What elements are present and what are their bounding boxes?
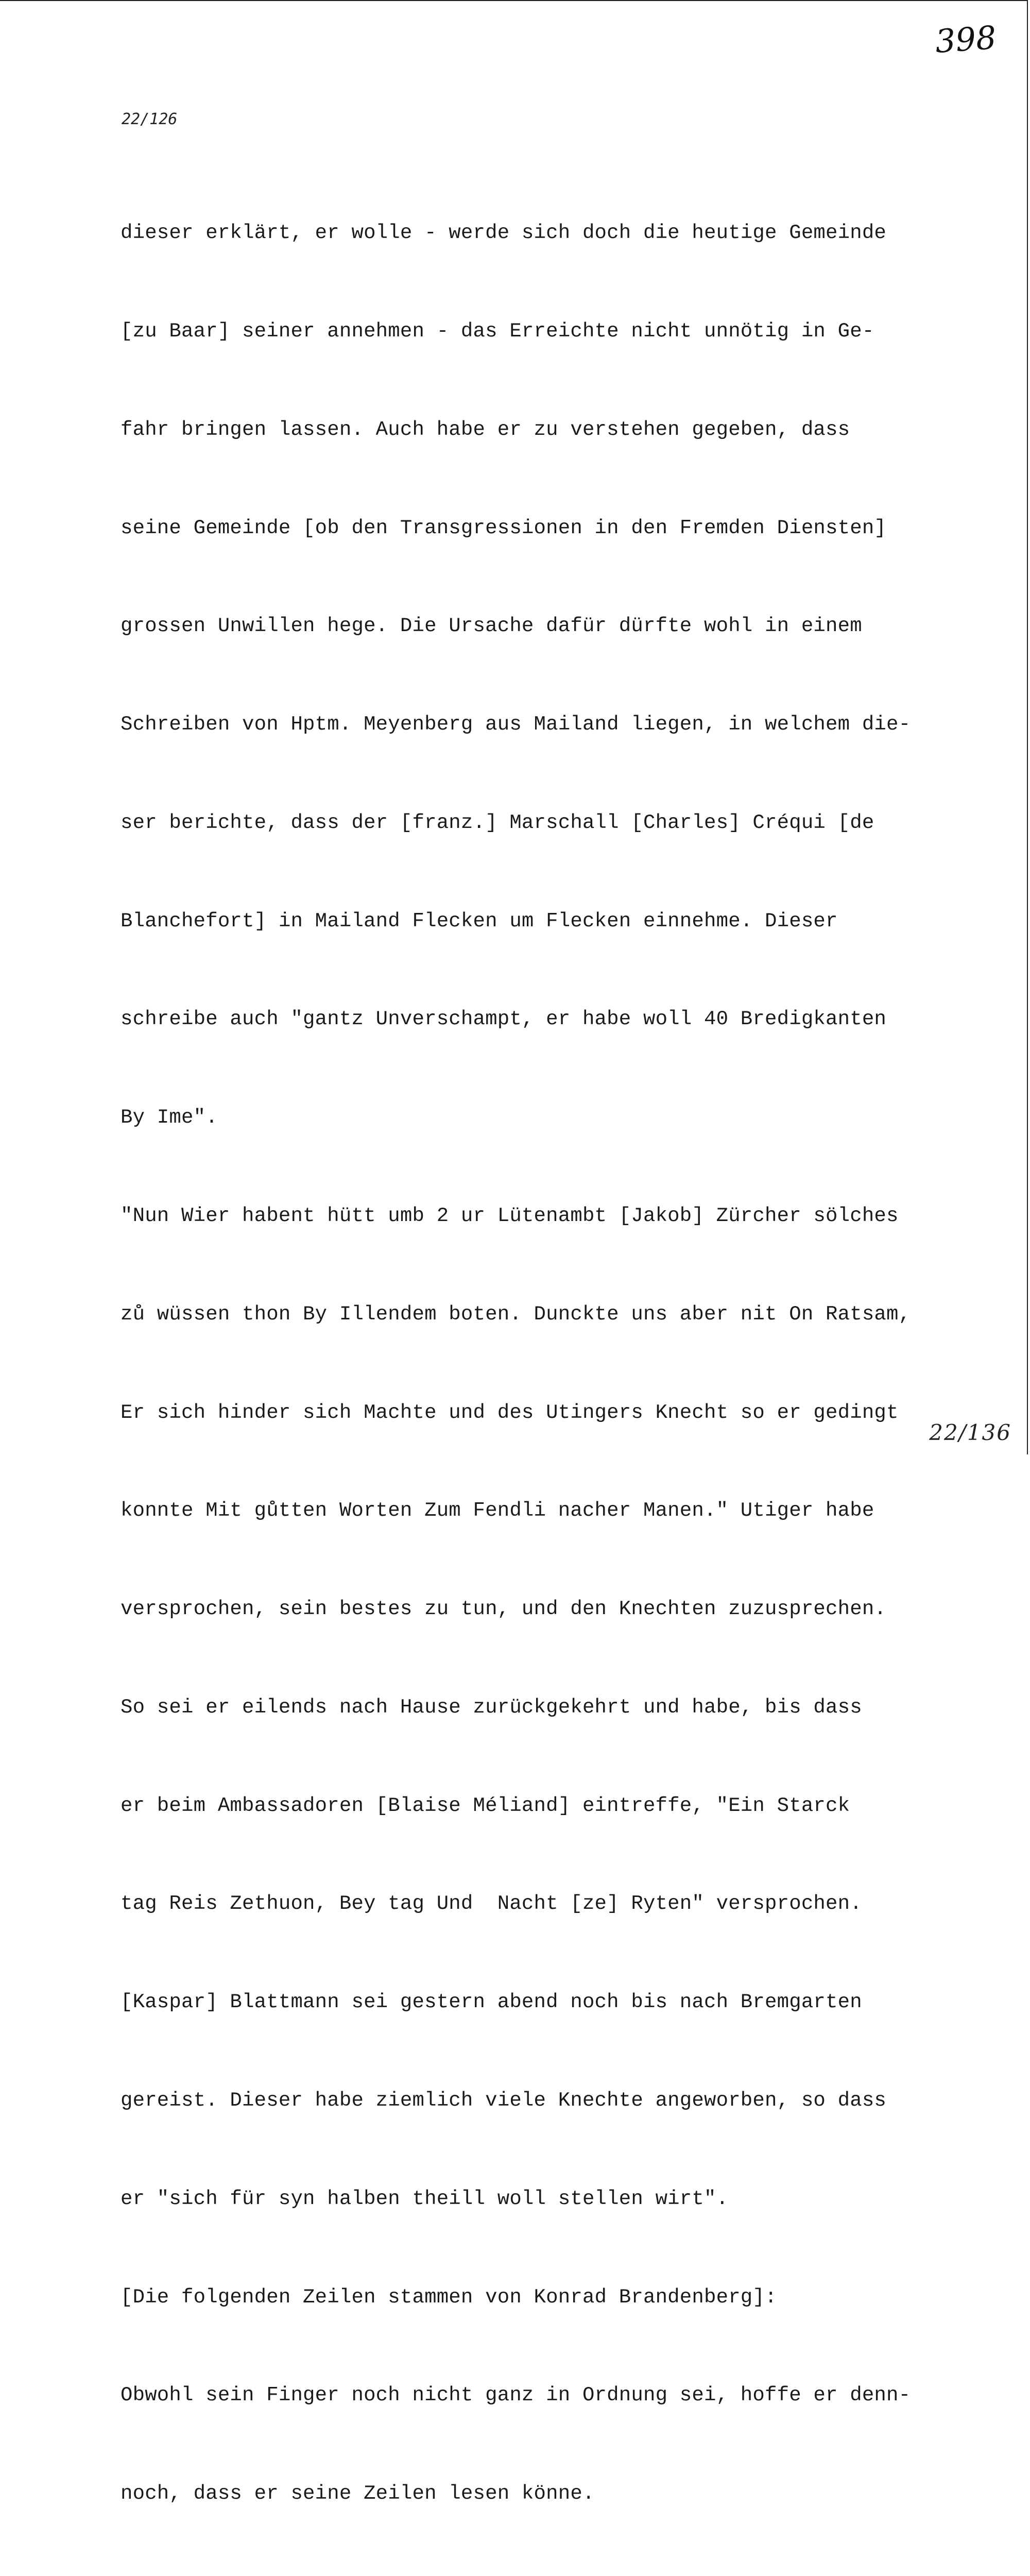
body-text (121, 151, 955, 2576)
text-line: By Ime". (121, 1101, 955, 1134)
text-line: [zu Baar] seiner annehmen - das Erreichte nicht unnötig in Ge- (121, 315, 955, 348)
text-line: So sei er eilends nach Hause zurückgekehrt und habe, bis dass (121, 1691, 955, 1724)
text-line: [Kaspar] Blattmann sei gestern abend noch bis nach Bremgarten (121, 1986, 955, 2019)
text-line: er beim Ambassadoren [Blaise Méliand] eintreffe, "Ein Starck (121, 1790, 955, 1823)
text-line: [Die folgenden Zeilen stammen von Konrad Brandenberg]: (121, 2281, 955, 2314)
text-line: schreibe auch "gantz Unverschampt, er habe woll 40 Bredigkanten (121, 1003, 955, 1036)
text-line: dieser erklärt, er wolle - werde sich doch die heutige Gemeinde (121, 217, 955, 250)
text-line: konnte Mit gůtten Worten Zum Fendli nacher Manen." Utiger habe (121, 1495, 955, 1528)
text-line: seine Gemeinde [ob den Transgressionen in den Fremden Diensten] (121, 512, 955, 545)
text-line: zů wüssen thon By Illendem boten. Dunckte uns aber nit On Ratsam, (121, 1298, 955, 1331)
text-line: versprochen, sein bestes zu tun, und den Knechten zuzusprechen. (121, 1593, 955, 1626)
folio-number: 398 (934, 19, 997, 60)
text-line: Obwohl sein Finger noch nicht ganz in Ordnung sei, hoffe er denn- (121, 2379, 955, 2412)
text-line: Er sich hinder sich Machte und des Utingers Knecht so er gedingt (121, 1397, 955, 1430)
document-reference: 22/126 (122, 110, 177, 128)
text-line: Blanchefort] in Mailand Flecken um Flecken einnehme. Dieser (121, 905, 955, 938)
text-line: grossen Unwillen hege. Die Ursache dafür dürfte wohl in einem (121, 610, 955, 643)
text-line: gereist. Dieser habe ziemlich viele Knechte angeworben, so dass (121, 2084, 955, 2117)
text-line: fahr bringen lassen. Auch habe er zu verstehen gegeben, dass (121, 414, 955, 447)
text-line: ser berichte, dass der [franz.] Marschall [Charles] Créqui [de (121, 807, 955, 840)
text-line: er "sich für syn halben theill woll stellen wirt". (121, 2183, 955, 2216)
archive-stamp: 22/136 (929, 1420, 1011, 1445)
text-line: tag Reis Zethuon, Bey tag Und Nacht [ze] Ryten" versprochen. (121, 1888, 955, 1921)
text-line: Schreiben von Hptm. Meyenberg aus Mailand liegen, in welchem die- (121, 708, 955, 741)
text-line: noch, dass er seine Zeilen lesen könne. (121, 2478, 955, 2511)
text-line: "Nun Wier habent hütt umb 2 ur Lütenambt [Jakob] Zürcher sölches (121, 1200, 955, 1233)
